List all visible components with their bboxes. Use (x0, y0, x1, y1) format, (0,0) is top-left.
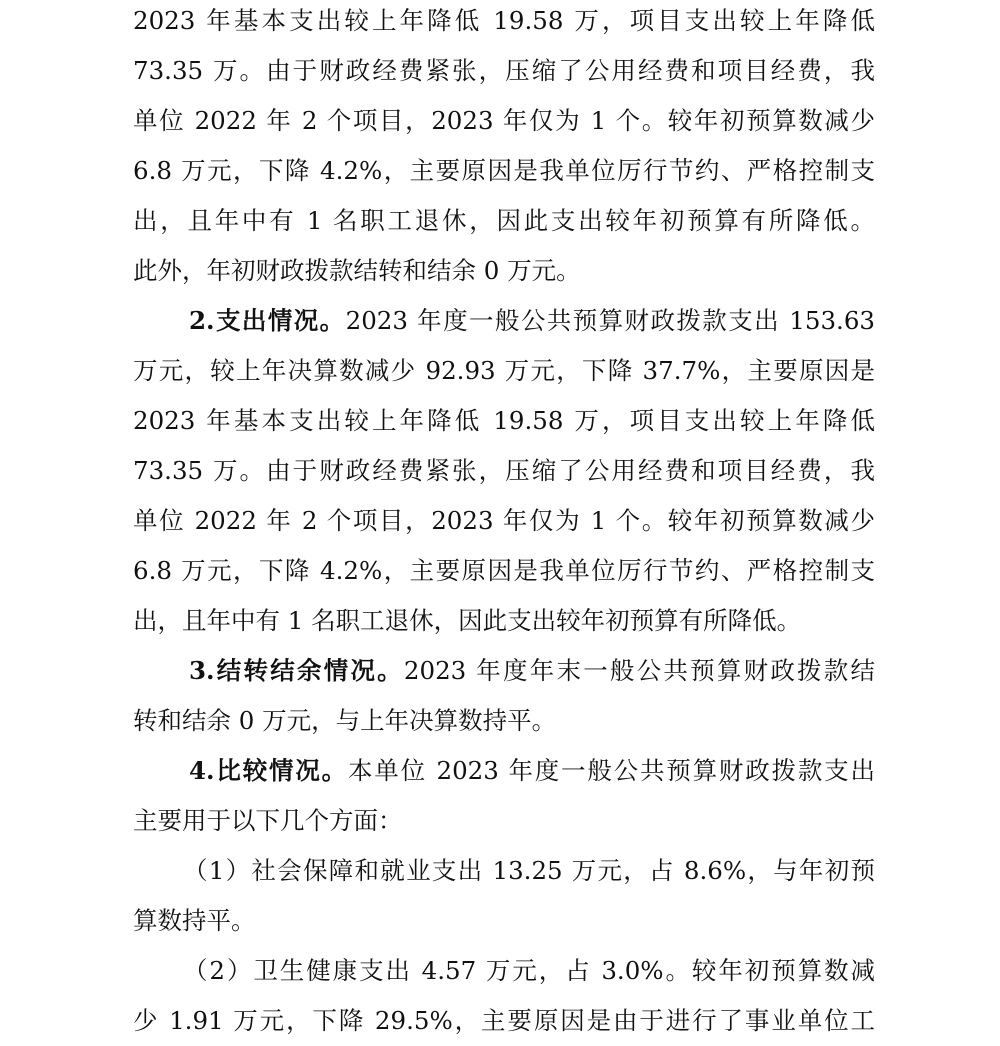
section-4-first-line (189, 746, 875, 796)
paragraph-line: 此外，年初财政拨款结转和结余 0 万元。 (133, 256, 581, 285)
list-item-1-line: （1）社会保障和就业支出 13.25 万元，占 8.6%，与年初预 (183, 856, 875, 885)
paragraph-line: 73.35 万。由于财政经费紧张，压缩了公用经费和项目经费，我 (133, 56, 875, 85)
paragraph-line: 出，且年中有 1 名职工退休，因此支出较年初预算有所降低。 (133, 206, 875, 235)
paragraph-line: 6.8 万元，下降 4.2%，主要原因是我单位厉行节约、严格控制支 (133, 156, 875, 185)
list-item-2-line: （2）卫生健康支出 4.57 万元，占 3.0%。较年初预算数减 (183, 956, 875, 985)
paragraph-line: 单位 2022 年 2 个项目，2023 年仅为 1 个。较年初预算数减少 (133, 506, 875, 535)
paragraph-line: 出，且年中有 1 名职工退休，因此支出较年初预算有所降低。 (133, 606, 802, 635)
paragraph-line: 6.8 万元，下降 4.2%，主要原因是我单位厉行节约、严格控制支 (133, 556, 875, 585)
section-3-heading: 3.结转结余情况。 (189, 656, 404, 685)
section-4-heading: 4.比较情况。 (189, 756, 348, 785)
section-2-first-line (189, 296, 875, 346)
paragraph-line: 2023 年基本支出较上年降低 19.58 万，项目支出较上年降低 (133, 406, 875, 435)
section-3-first-line (189, 646, 875, 696)
paragraph-line: 少 1.91 万元，下降 29.5%，主要原因是由于进行了事业单位工 (133, 1006, 875, 1035)
paragraph-line: 转和结余 0 万元，与上年决算数持平。 (133, 706, 557, 735)
section-3-text: 2023 年度年末一般公共预算财政拨款结 (403, 656, 876, 685)
paragraph-line: 2023 年基本支出较上年降低 19.58 万，项目支出较上年降低 (133, 6, 875, 35)
paragraph-line: 万元，较上年决算数减少 92.93 万元，下降 37.7%，主要原因是 (133, 356, 875, 385)
paragraph-line: 算数持平。 (133, 906, 256, 935)
paragraph-line: 单位 2022 年 2 个项目，2023 年仅为 1 个。较年初预算数减少 (133, 106, 875, 135)
section-4-text: 本单位 2023 年度一般公共预算财政拨款支出 (347, 756, 875, 785)
paragraph-line: 73.35 万。由于财政经费紧张，压缩了公用经费和项目经费，我 (133, 456, 875, 485)
paragraph-line: 主要用于以下几个方面： (133, 806, 403, 835)
section-2-text: 2023 年度一般公共预算财政拨款支出 153.63 (345, 306, 875, 335)
section-2-heading: 2.支出情况。 (189, 306, 346, 335)
